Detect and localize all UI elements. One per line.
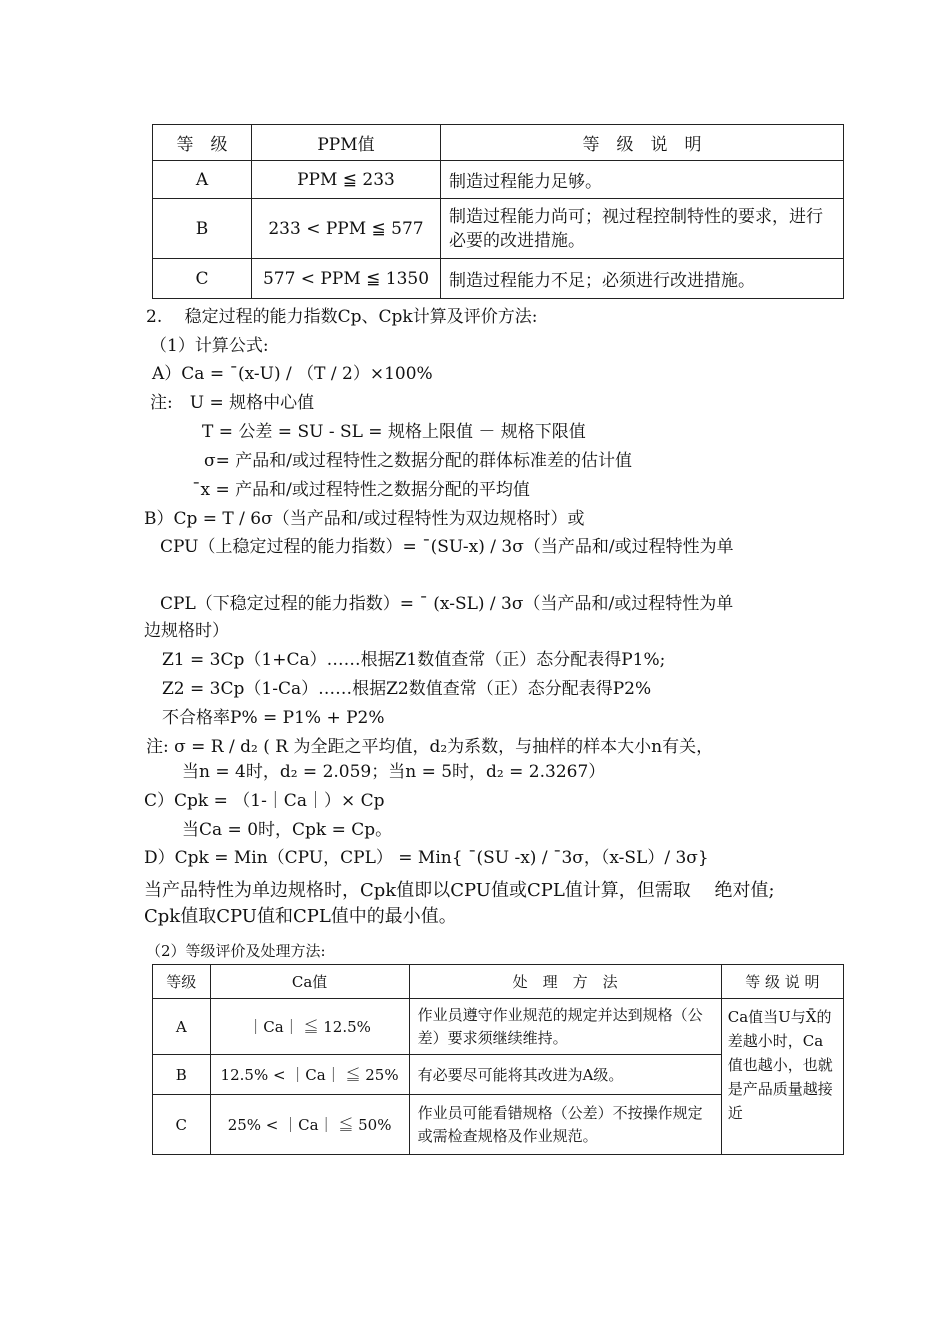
ca-grade-table: [152, 964, 844, 1155]
note-u: 注: U = 规格中心值: [150, 393, 315, 413]
cp-formula: B）Cp = T / 6σ（当产品和/或过程特性为双边规格时）或: [144, 509, 585, 529]
ca-formula: A）Ca = ¯(x-U) / （T / 2）×100%: [152, 364, 433, 384]
note-sigma-estimate-cont: 当n = 4时，d₂ = 2.059；当n = 5时，d₂ = 2.3267）: [182, 762, 606, 782]
method-cell: 作业员遵守作业规范的规定并达到规格（公差）要求须继续维持。: [409, 999, 721, 1055]
cpk-note: 当Ca = 0时，Cpk = Cp。: [182, 820, 393, 840]
header-grade: 等 级: [153, 125, 252, 161]
ca-cell: 12.5% < ｜Ca｜ ≦ 25%: [210, 1055, 409, 1095]
paragraph-line-2: Cpk值取CPU值和CPL值中的最小值。: [144, 906, 457, 927]
desc-cell: 制造过程能力不足；必须进行改进措施。: [441, 259, 844, 299]
reject-rate: 不合格率P% = P1% + P2%: [162, 708, 385, 728]
grade-note-cell: Ca值当U与X̄的差越小时，Ca值也越小，也就是产品质量越接近: [721, 999, 843, 1155]
cpl-formula: CPL（下稳定过程的能力指数）= ¯ (x-SL) / 3σ（当产品和/或过程特性为单: [160, 594, 734, 614]
desc-cell: 制造过程能力足够。: [441, 161, 844, 199]
grade-cell: B: [153, 199, 252, 259]
ppm-grade-table: [152, 124, 844, 299]
cpu-formula: CPU（上稳定过程的能力指数）= ¯(SU-x) / 3σ（当产品和/或过程特性为单: [160, 537, 734, 557]
ppm-cell: 233 < PPM ≦ 577: [252, 199, 441, 259]
grade-cell: B: [153, 1055, 211, 1095]
subsection-formula-title: （1）计算公式:: [150, 336, 269, 356]
z1-formula: Z1 = 3Cp（1+Ca）……根据Z1数值查常（正）态分配表得P1%;: [162, 650, 666, 670]
table-header-row: [153, 965, 844, 999]
paragraph-line-1: 当产品特性为单边规格时，Cpk值即以CPU值或CPL值计算，但需取 绝对值;: [144, 880, 775, 901]
header-method: 处 理 方 法: [409, 965, 721, 999]
grade-cell: A: [153, 161, 252, 199]
method-cell: 作业员可能看错规格（公差）不按操作规定或需检查规格及作业规范。: [409, 1095, 721, 1155]
note-xbar: ¯x = 产品和/或过程特性之数据分配的平均值: [192, 480, 530, 500]
section-title: 2. 稳定过程的能力指数Cp、Cpk计算及评价方法:: [146, 307, 538, 327]
note-sigma-estimate: 注: σ = R / d₂ ( R 为全距之平均值，d₂为系数，与抽样的样本大小n有关，: [146, 737, 714, 757]
table-row: [153, 259, 844, 299]
header-grade: 等级: [153, 965, 211, 999]
method-cell: 有必要尽可能将其改进为A级。: [409, 1055, 721, 1095]
header-ca: Ca值: [210, 965, 409, 999]
ca-cell: 25% < ｜Ca｜ ≦ 50%: [210, 1095, 409, 1155]
header-note: 等 级 说 明: [721, 965, 843, 999]
header-desc: 等 级 说 明: [441, 125, 844, 161]
cpk-min-formula: D）Cpk = Min（CPU，CPL） = Min{ ¯(SU -x) / ¯3σ，（x-SL）/ 3σ}: [144, 848, 709, 868]
grade-cell: C: [153, 259, 252, 299]
cpl-formula-cont: 边规格时）: [144, 621, 229, 641]
note-t: T = 公差 = SU - SL = 规格上限值 － 规格下限值: [202, 422, 586, 442]
cpk-formula: C）Cpk = （1-｜Ca｜）× Cp: [144, 791, 385, 811]
grade-cell: A: [153, 999, 211, 1055]
z2-formula: Z2 = 3Cp（1-Ca）……根据Z2数值查常（正）态分配表得P2%: [162, 679, 652, 699]
table-row: [153, 999, 844, 1055]
grade-cell: C: [153, 1095, 211, 1155]
table-row: [153, 161, 844, 199]
ppm-cell: PPM ≦ 233: [252, 161, 441, 199]
desc-cell: 制造过程能力尚可；视过程控制特性的要求，进行必要的改进措施。: [441, 199, 844, 259]
table-header-row: [153, 125, 844, 161]
subsection-grade-title: （2）等级评价及处理方法:: [146, 942, 326, 960]
header-ppm: PPM值: [252, 125, 441, 161]
note-sigma: σ= 产品和/或过程特性之数据分配的群体标准差的估计值: [204, 451, 632, 471]
table-row: [153, 199, 844, 259]
ppm-cell: 577 < PPM ≦ 1350: [252, 259, 441, 299]
ca-cell: ｜Ca｜ ≦ 12.5%: [210, 999, 409, 1055]
